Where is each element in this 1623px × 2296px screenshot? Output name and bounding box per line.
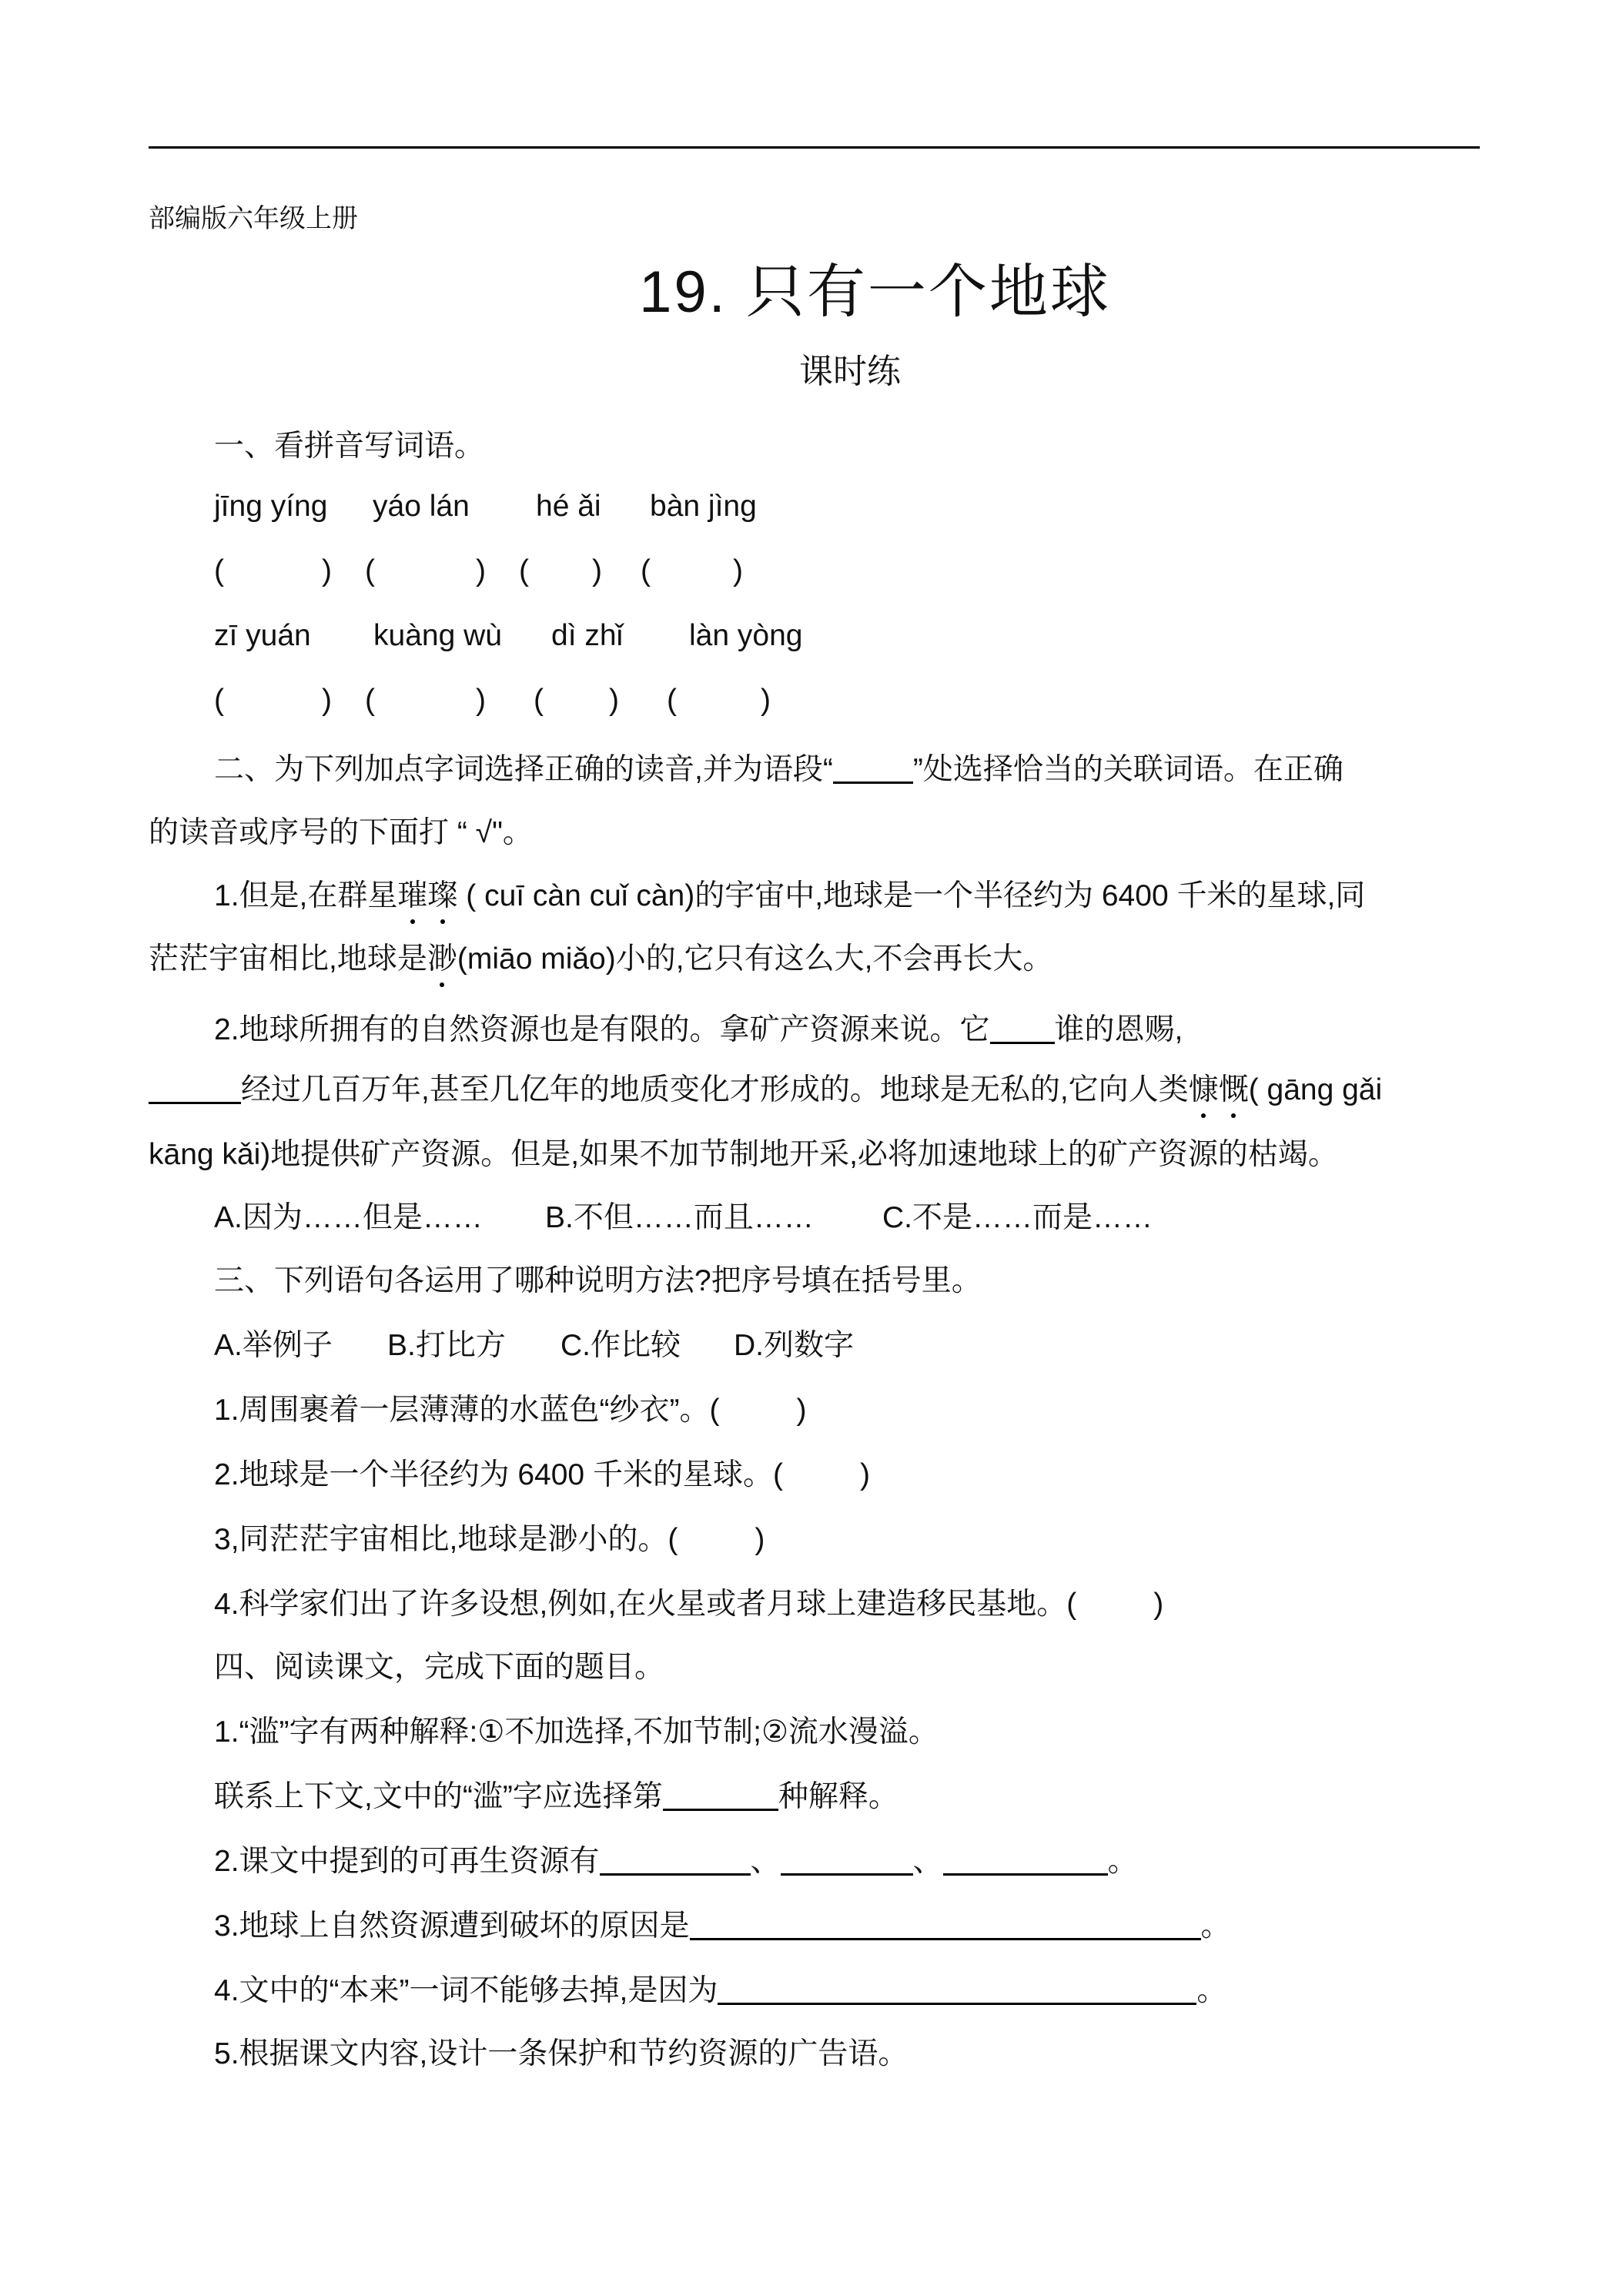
q4-item-4 [214,1966,1226,2010]
lesson-subtitle: 课时练 [799,353,901,390]
item-text: ( gāng gǎi [1248,1073,1383,1106]
option: C.作比较 [561,1329,681,1362]
item-text: 2.地球所拥有的自然资源也是有限的。拿矿产资源来说。它 [214,1013,990,1046]
answer-blank-close[interactable]: ) [609,684,619,717]
paren-open: ( [519,554,529,587]
answer-blank[interactable] [149,1074,241,1104]
pinyin-item: zī yuán [214,619,311,652]
option: A.因为……但是…… [214,1201,483,1234]
paren-open: ( [667,684,677,717]
dotted-char: 璀 [397,872,427,915]
pinyin-row-2 [214,619,802,653]
answer-blank-close[interactable]: ) [733,554,743,587]
q3-options [214,1321,854,1364]
paren-open: ( [214,684,224,717]
heading-text: 二、为下列加点字词选择正确的读音,并为语段“ [214,753,833,786]
answer-blank[interactable] [943,1846,1108,1876]
example-blank [833,754,913,784]
q2-item-2-cont [149,1066,1382,1109]
answer-blank[interactable] [600,1846,751,1876]
paren-close: ) [796,1394,807,1427]
dotted-char: 慷 [1189,1066,1219,1109]
section-3-heading: 三、下列语句各运用了哪种说明方法?把序号填在括号里。 [214,1264,982,1297]
pinyin-item: dì zhǐ [551,619,624,652]
item-text: 3,同茫茫宇宙相比,地球是渺小的。( [214,1523,678,1556]
q3-item-4 [214,1580,1163,1623]
option: A.举例子 [214,1329,333,1362]
item-text: 4.文中的“本来”一词不能够去掉,是因为 [214,1974,718,2007]
item-text: 4.科学家们出了许多设想,例如,在火星或者月球上建造移民基地。( [214,1588,1077,1621]
item-text: 谁的恩赐, [1054,1013,1183,1046]
q4-item-1: 1.“滥”字有两种解释:①不加选择,不加节制;②流水漫溢。 [214,1715,939,1749]
item-text: 2.地球是一个半径约为 6400 千米的星球。( [214,1458,783,1491]
paren-open: ( [365,684,375,717]
answer-blank[interactable] [663,1781,778,1811]
item-text: 联系上下文,文中的“滥”字应选择第 [214,1780,663,1813]
answer-blank-close[interactable]: ) [476,554,486,587]
section-2-heading-cont: 的读音或序号的下面打 “ √"。 [149,816,533,849]
answer-blank[interactable] [781,1846,913,1876]
q4-item-5: 5.根据课文内容,设计一条保护和节约资源的广告语。 [214,2037,909,2070]
dotted-char: 慨 [1219,1066,1249,1109]
q2-item-2-cont2: kāng kǎi)地提供矿产资源。但是,如果不加节制地开采,必将加速地球上的矿产资源的枯竭。 [149,1138,1338,1171]
q4-item-1-cont [214,1772,899,1816]
option: B.不但……而且…… [545,1201,814,1234]
answer-blank[interactable] [690,1910,1201,1940]
pinyin-item: kuàng wù [373,619,502,652]
q4-item-3 [214,1902,1231,1945]
section-1-heading: 一、看拼音写词语。 [214,430,485,463]
heading-text: ”处选择恰当的关联词语。在正确 [912,753,1344,786]
lesson-title: 19. 只有一个地球 [639,259,1111,325]
q4-item-2 [214,1837,1138,1880]
answer-blank-close[interactable]: ) [322,554,332,587]
answer-blank-close[interactable]: ) [761,684,771,717]
paren-open: ( [641,554,651,587]
grade-label: 部编版六年级上册 [149,204,358,233]
answer-parens-row-1 [214,554,743,588]
q2-item-1-cont [149,935,1052,978]
q3-item-3 [214,1515,765,1558]
item-text: 2.课文中提到的可再生资源有 [214,1845,600,1878]
q2-item-2 [214,1006,1183,1049]
q2-options [214,1193,1153,1237]
pinyin-item: yáo lán [373,490,470,523]
q3-item-2 [214,1451,870,1494]
answer-blank-close[interactable]: ) [592,554,602,587]
separator: 、 [750,1845,781,1878]
period: 。 [1196,1974,1227,2007]
pinyin-item: làn yòng [689,619,803,652]
period: 。 [1200,1909,1231,1943]
dotted-char: 璨 [427,872,457,915]
item-text: 1.周围裹着一层薄薄的水蓝色“纱衣”。( [214,1394,720,1427]
paren-open: ( [534,684,544,717]
answer-parens-row-2 [214,684,771,718]
pinyin-row-1 [214,490,757,524]
item-text: 3.地球上自然资源遭到破坏的原因是 [214,1909,690,1943]
dotted-char: 渺 [427,935,457,978]
q3-item-1 [214,1386,807,1429]
paren-close: ) [1153,1588,1164,1621]
answer-blank-close[interactable]: ) [322,684,332,717]
paren-close: ) [859,1458,870,1491]
item-text: 经过几百万年,甚至几亿年的地质变化才形成的。地球是无私的,它向人类 [241,1073,1189,1106]
q2-item-1 [214,872,1365,915]
header-rule [149,146,1480,149]
item-text: 茫茫宇宙相比,地球是 [149,942,427,976]
period: 。 [1107,1845,1138,1878]
paren-close: ) [755,1523,765,1556]
pinyin-item: bàn jìng [650,490,757,523]
separator: 、 [912,1845,943,1878]
pinyin-item: hé ǎi [536,490,601,523]
answer-blank[interactable] [718,1975,1196,2005]
item-text: (miāo miǎo)小的,它只有这么大,不会再长大。 [457,942,1053,976]
item-text: 1.但是,在群星 [214,879,398,912]
option: D.列数字 [734,1329,855,1362]
item-text: 种解释。 [778,1780,899,1813]
option: B.打比方 [387,1329,506,1362]
option: C.不是……而是…… [882,1201,1153,1234]
section-2-heading [214,745,1344,788]
pinyin-item: jīng yíng [214,490,328,523]
answer-blank-close[interactable]: ) [476,684,486,717]
item-text: ( cuī càn cuǐ càn)的宇宙中,地球是一个半径约为 6400 千米的星球,同 [457,879,1366,912]
section-4-heading: 四、阅读课文，完成下面的题目。 [214,1651,665,1684]
answer-blank[interactable] [990,1014,1055,1044]
paren-open: ( [365,554,375,587]
paren-open: ( [214,554,224,587]
